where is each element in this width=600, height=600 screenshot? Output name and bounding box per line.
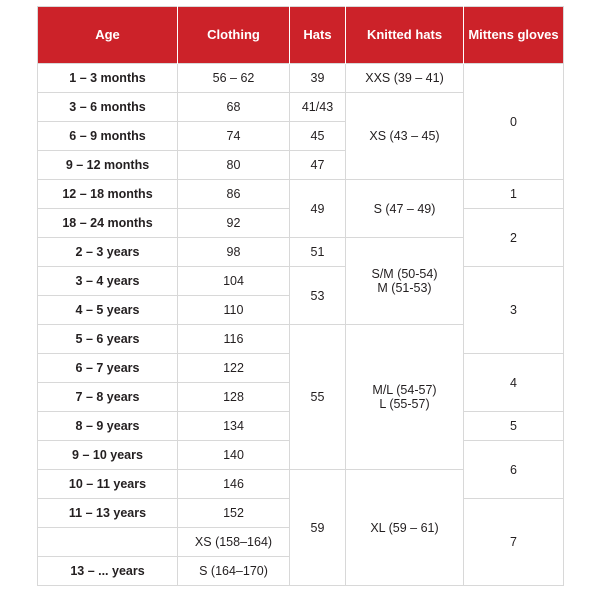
cell-mittens-gloves: 5 [464, 412, 564, 441]
table-header-row [38, 7, 564, 64]
cell-age: 9 – 10 years [38, 441, 178, 470]
cell-clothing: 146 [178, 470, 290, 499]
cell-knitted-hats: M/L (54-57) L (55-57) [346, 325, 464, 470]
cell-clothing: 86 [178, 180, 290, 209]
cell-mittens-gloves: 3 [464, 267, 564, 354]
cell-age: 3 – 4 years [38, 267, 178, 296]
cell-hats: 51 [290, 238, 346, 267]
cell-clothing: 128 [178, 383, 290, 412]
cell-age: 2 – 3 years [38, 238, 178, 267]
cell-age: 6 – 7 years [38, 354, 178, 383]
cell-age: 4 – 5 years [38, 296, 178, 325]
table-body [38, 64, 564, 586]
table-row [38, 64, 564, 93]
column-header-clothing: Clothing [178, 7, 290, 64]
cell-age: 10 – 11 years [38, 470, 178, 499]
cell-mittens-gloves: 1 [464, 180, 564, 209]
column-header-knitted-hats: Knitted hats [346, 7, 464, 64]
cell-knitted-hats: XL (59 – 61) [346, 470, 464, 586]
cell-mittens-gloves: 2 [464, 209, 564, 267]
cell-age: 18 – 24 months [38, 209, 178, 238]
column-header-mittens-gloves: Mittens gloves [464, 7, 564, 64]
cell-clothing: 140 [178, 441, 290, 470]
cell-age [38, 528, 178, 557]
cell-age: 11 – 13 years [38, 499, 178, 528]
cell-knitted-hats: XS (43 – 45) [346, 93, 464, 180]
cell-clothing: XS (158–164) [178, 528, 290, 557]
cell-hats: 53 [290, 267, 346, 325]
cell-clothing: 56 – 62 [178, 64, 290, 93]
cell-age: 3 – 6 months [38, 93, 178, 122]
table-row [38, 267, 564, 296]
cell-mittens-gloves: 0 [464, 64, 564, 180]
cell-clothing: 152 [178, 499, 290, 528]
cell-mittens-gloves: 7 [464, 499, 564, 586]
cell-hats: 41/43 [290, 93, 346, 122]
column-header-hats: Hats [290, 7, 346, 64]
cell-age: 6 – 9 months [38, 122, 178, 151]
cell-mittens-gloves: 6 [464, 441, 564, 499]
cell-age: 12 – 18 months [38, 180, 178, 209]
cell-knitted-hats: XXS (39 – 41) [346, 64, 464, 93]
cell-hats: 47 [290, 151, 346, 180]
cell-clothing: 92 [178, 209, 290, 238]
table-row [38, 180, 564, 209]
column-header-age: Age [38, 7, 178, 64]
cell-age: 5 – 6 years [38, 325, 178, 354]
size-chart [37, 6, 563, 594]
cell-clothing: 116 [178, 325, 290, 354]
cell-age: 9 – 12 months [38, 151, 178, 180]
cell-clothing: 74 [178, 122, 290, 151]
cell-clothing: 122 [178, 354, 290, 383]
cell-clothing: 68 [178, 93, 290, 122]
cell-clothing: S (164–170) [178, 557, 290, 586]
cell-hats: 45 [290, 122, 346, 151]
cell-hats: 39 [290, 64, 346, 93]
cell-age: 8 – 9 years [38, 412, 178, 441]
cell-age: 1 – 3 months [38, 64, 178, 93]
cell-clothing: 104 [178, 267, 290, 296]
cell-mittens-gloves: 4 [464, 354, 564, 412]
cell-hats: 49 [290, 180, 346, 238]
cell-clothing: 134 [178, 412, 290, 441]
cell-hats: 59 [290, 470, 346, 586]
cell-knitted-hats: S (47 – 49) [346, 180, 464, 238]
cell-age: 7 – 8 years [38, 383, 178, 412]
cell-clothing: 80 [178, 151, 290, 180]
cell-hats: 55 [290, 325, 346, 470]
size-table [37, 6, 564, 586]
cell-knitted-hats: S/M (50-54) M (51-53) [346, 238, 464, 325]
table-header [38, 7, 564, 64]
cell-age: 13 – ... years [38, 557, 178, 586]
cell-clothing: 98 [178, 238, 290, 267]
cell-clothing: 110 [178, 296, 290, 325]
